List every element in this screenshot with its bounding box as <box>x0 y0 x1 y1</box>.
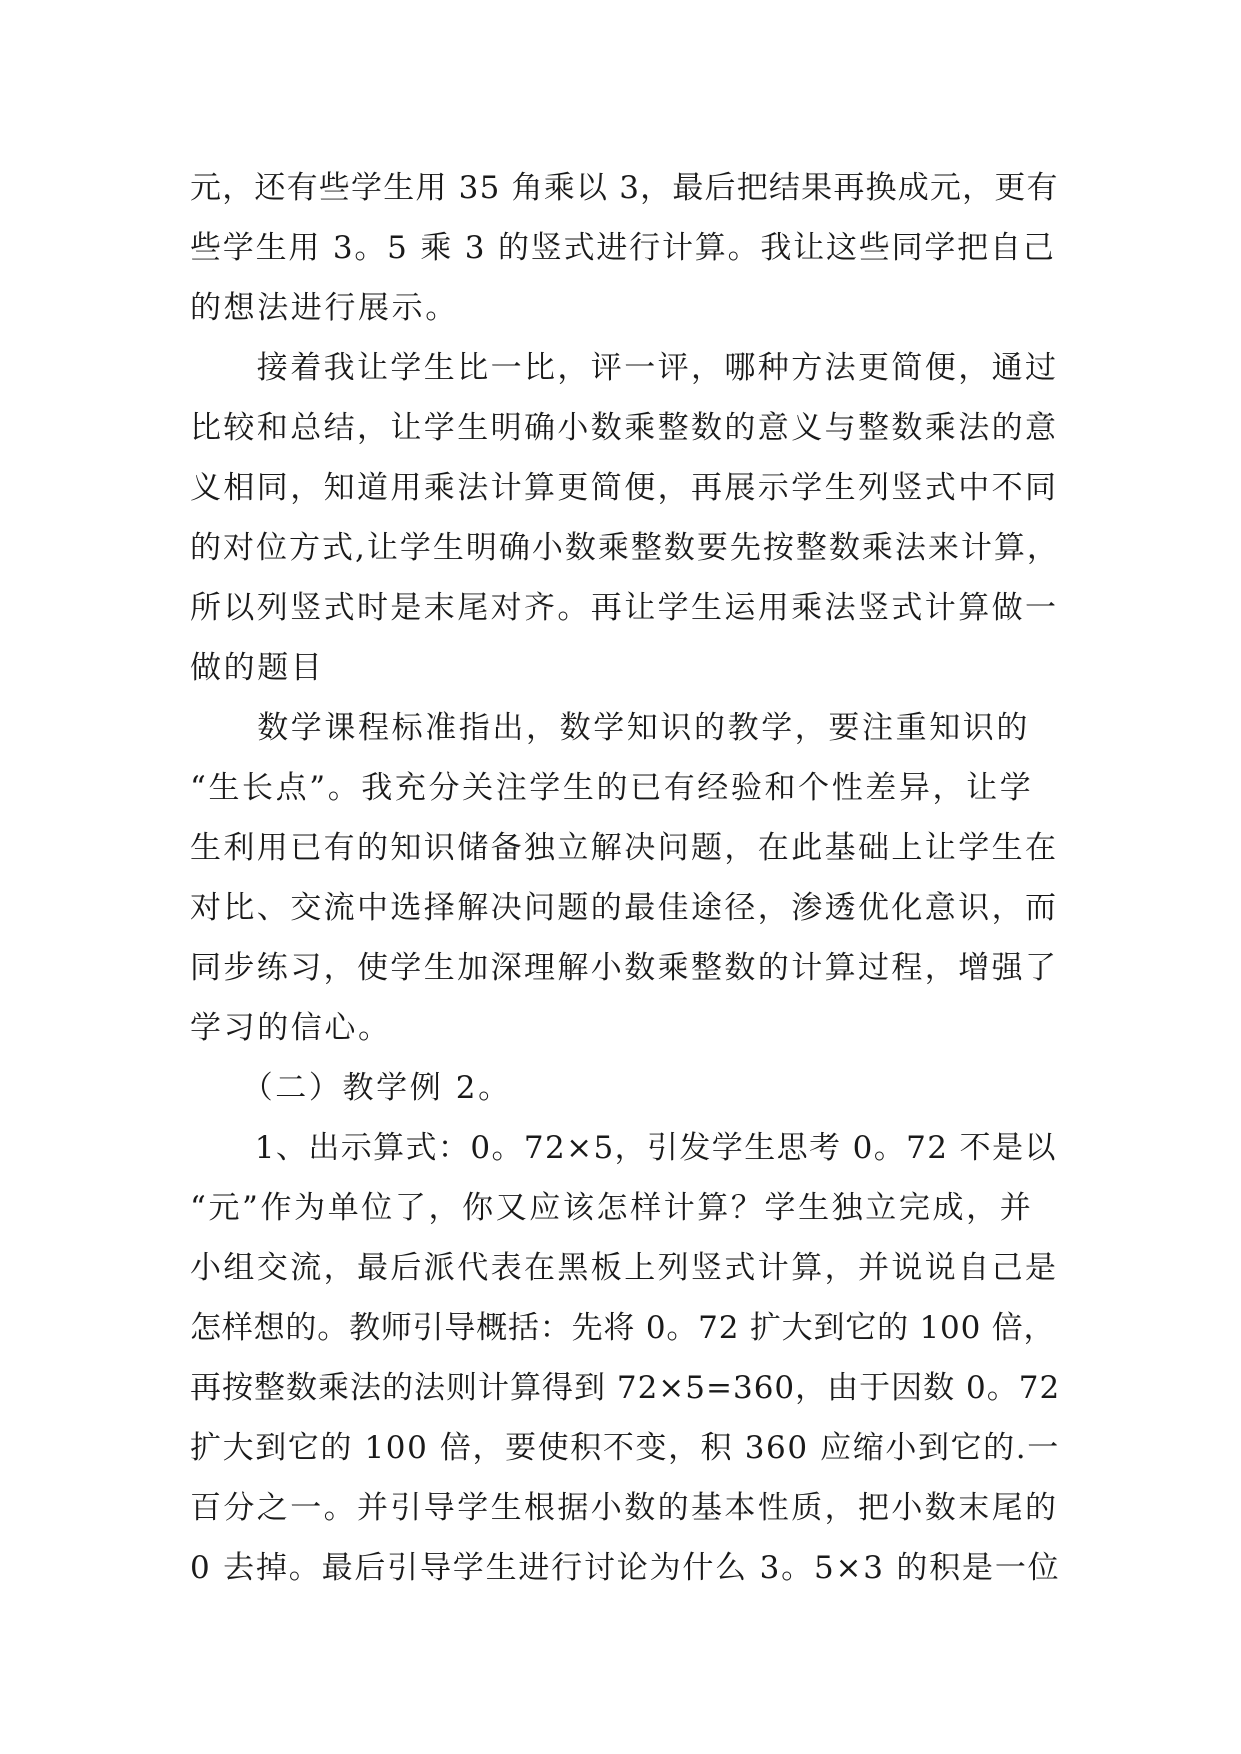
text-line: “元”作为单位了，你又应该怎样计算？学生独立完成，并 <box>190 1190 1034 1226</box>
text-line: 0 去掉。最后引导学生进行讨论为什么 3。5×3 的积是一位 <box>190 1550 1061 1586</box>
text-line: 所以列竖式时是末尾对齐。再让学生运用乘法竖式计算做一 <box>190 590 1059 626</box>
text-line: 元，还有些学生用 35 角乘以 3，最后把结果再换成元，更有 <box>190 170 1059 206</box>
text-line: 扩大到它的 100 倍，要使积不变，积 360 应缩小到它的.一 <box>190 1430 1060 1466</box>
text-line: 怎样想的。教师引导概括：先将 0。72 扩大到它的 100 倍， <box>190 1310 1056 1346</box>
text-line: （二）教学例 2。 <box>190 1070 512 1106</box>
text-line: 小组交流，最后派代表在黑板上列竖式计算，并说说自己是 <box>190 1250 1059 1286</box>
text-line: 义相同，知道用乘法计算更简便，再展示学生列竖式中不同 <box>190 470 1059 506</box>
text-line: 些学生用 3。5 乘 3 的竖式进行计算。我让这些同学把自己 <box>190 230 1056 266</box>
text-line: 同步练习，使学生加深理解小数乘整数的计算过程，增强了 <box>190 950 1059 986</box>
text-line: “生长点”。我充分关注学生的已有经验和个性差异，让学 <box>190 770 1034 806</box>
text-line: 比较和总结，让学生明确小数乘整数的意义与整数乘法的意 <box>190 410 1059 446</box>
text-line: 做的题目 <box>190 650 325 686</box>
text-line: 再按整数乘法的法则计算得到 72×5=360，由于因数 0。72 <box>190 1370 1061 1406</box>
text-line: 接着我让学生比一比，评一评，哪种方法更简便，通过 <box>190 350 1059 386</box>
text-line: 1、出示算式：0。72×5，引发学生思考 0。72 不是以 <box>190 1130 1057 1166</box>
text-line: 生利用已有的知识储备独立解决问题，在此基础上让学生在 <box>190 830 1059 866</box>
text-line: 的对位方式,让学生明确小数乘整数要先按整数乘法来计算， <box>190 530 1060 566</box>
text-line: 百分之一。并引导学生根据小数的基本性质，把小数末尾的 <box>190 1490 1059 1526</box>
text-line: 对比、交流中选择解决问题的最佳途径，渗透优化意识，而 <box>190 890 1059 926</box>
text-line: 学习的信心。 <box>190 1010 392 1046</box>
text-line: 数学课程标准指出，数学知识的教学，要注重知识的 <box>190 710 1030 746</box>
text-line: 的想法进行展示。 <box>190 290 459 326</box>
